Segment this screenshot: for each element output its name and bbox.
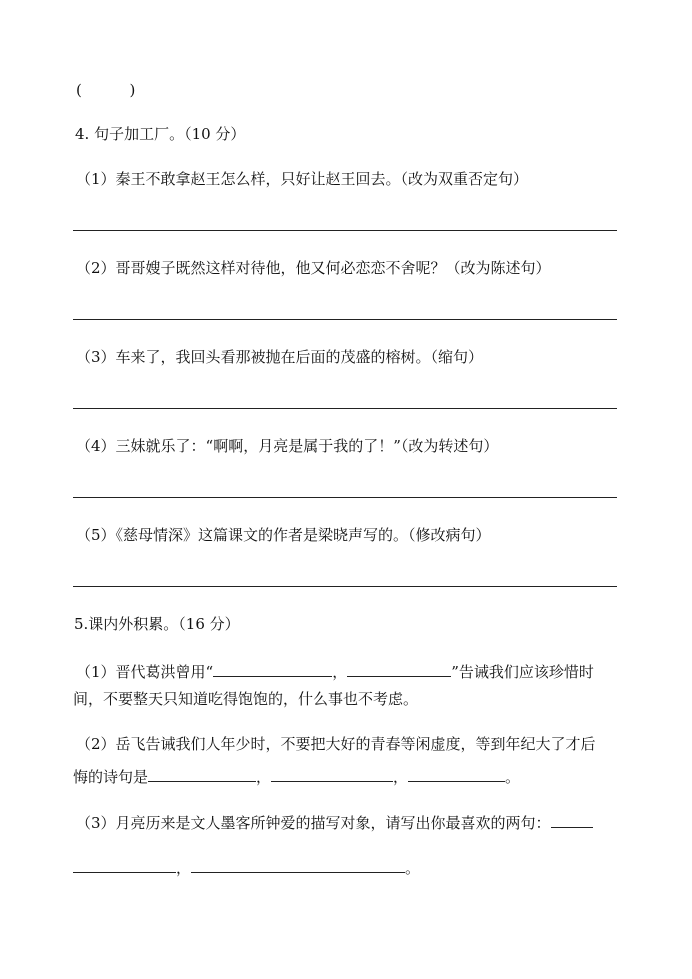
q4-item-5: （5）《慈母情深》这篇课文的作者是梁晓声写的。（修改病句） <box>76 526 491 544</box>
q5-item-3-blank-1[interactable] <box>551 811 593 828</box>
q4-item-2: （2）哥哥嫂子既然这样对待他，他又何必恋恋不舍呢？（改为陈述句） <box>76 259 551 277</box>
q5-item-1-blank-1[interactable] <box>213 660 332 677</box>
q5-item-2-line-2 <box>73 765 520 787</box>
q4-item-4: （4）三妹就乐了：“啊啊，月亮是属于我的了！”（改为转述句） <box>76 437 499 455</box>
q5-item-2-prefix: 悔的诗句是 <box>73 768 149 786</box>
q5-item-1-line-2: 间，不要整天只知道吃得饱饱的，什么事也不考虑。 <box>73 690 419 708</box>
answer-parentheses: ( ) <box>76 81 136 99</box>
q4-answer-line-5[interactable] <box>73 586 617 587</box>
q5-item-3-comma: ， <box>176 859 192 877</box>
q5-item-3-line-2 <box>73 856 420 878</box>
q5-item-1-prefix: （1）晋代葛洪曾用“ <box>76 663 214 681</box>
q5-item-2-comma-2: ， <box>393 768 409 786</box>
q5-item-3-blank-2[interactable] <box>73 856 176 873</box>
q5-item-2-blank-3[interactable] <box>408 765 505 782</box>
q5-item-2-line-1: （2）岳飞告诫我们人年少时，不要把大好的青春等闲虚度，等到年纪大了才后 <box>76 735 596 753</box>
q5-item-1-suffix: ”告诫我们应该珍惜时 <box>451 663 594 681</box>
q4-answer-line-3[interactable] <box>73 408 617 409</box>
q5-item-1-comma: ， <box>332 663 348 681</box>
q5-item-2-period: 。 <box>505 768 521 786</box>
q5-item-2-blank-1[interactable] <box>148 765 256 782</box>
q5-item-2-blank-2[interactable] <box>271 765 393 782</box>
q4-answer-line-2[interactable] <box>73 319 617 320</box>
q5-item-1-line-1 <box>76 660 594 682</box>
q4-answer-line-4[interactable] <box>73 497 617 498</box>
q5-item-3-line-1 <box>76 811 593 833</box>
q5-title: 5.课内外积累。（16 分） <box>74 615 240 633</box>
q4-item-3: （3）车来了，我回头看那被抛在后面的茂盛的榕树。（缩句） <box>76 348 484 366</box>
q5-item-3-period: 。 <box>405 859 421 877</box>
q4-item-1: （1）秦王不敢拿赵王怎么样，只好让赵王回去。（改为双重否定句） <box>76 170 529 188</box>
q4-title: 4. 句子加工厂。（10 分） <box>75 125 246 143</box>
q5-item-3-prompt: （3）月亮历来是文人墨客所钟爱的描写对象，请写出你最喜欢的两句： <box>76 814 551 832</box>
q5-item-3-blank-3[interactable] <box>191 856 405 873</box>
q5-item-1-blank-2[interactable] <box>347 660 451 677</box>
q5-item-2-comma-1: ， <box>256 768 272 786</box>
q4-answer-line-1[interactable] <box>73 230 617 231</box>
